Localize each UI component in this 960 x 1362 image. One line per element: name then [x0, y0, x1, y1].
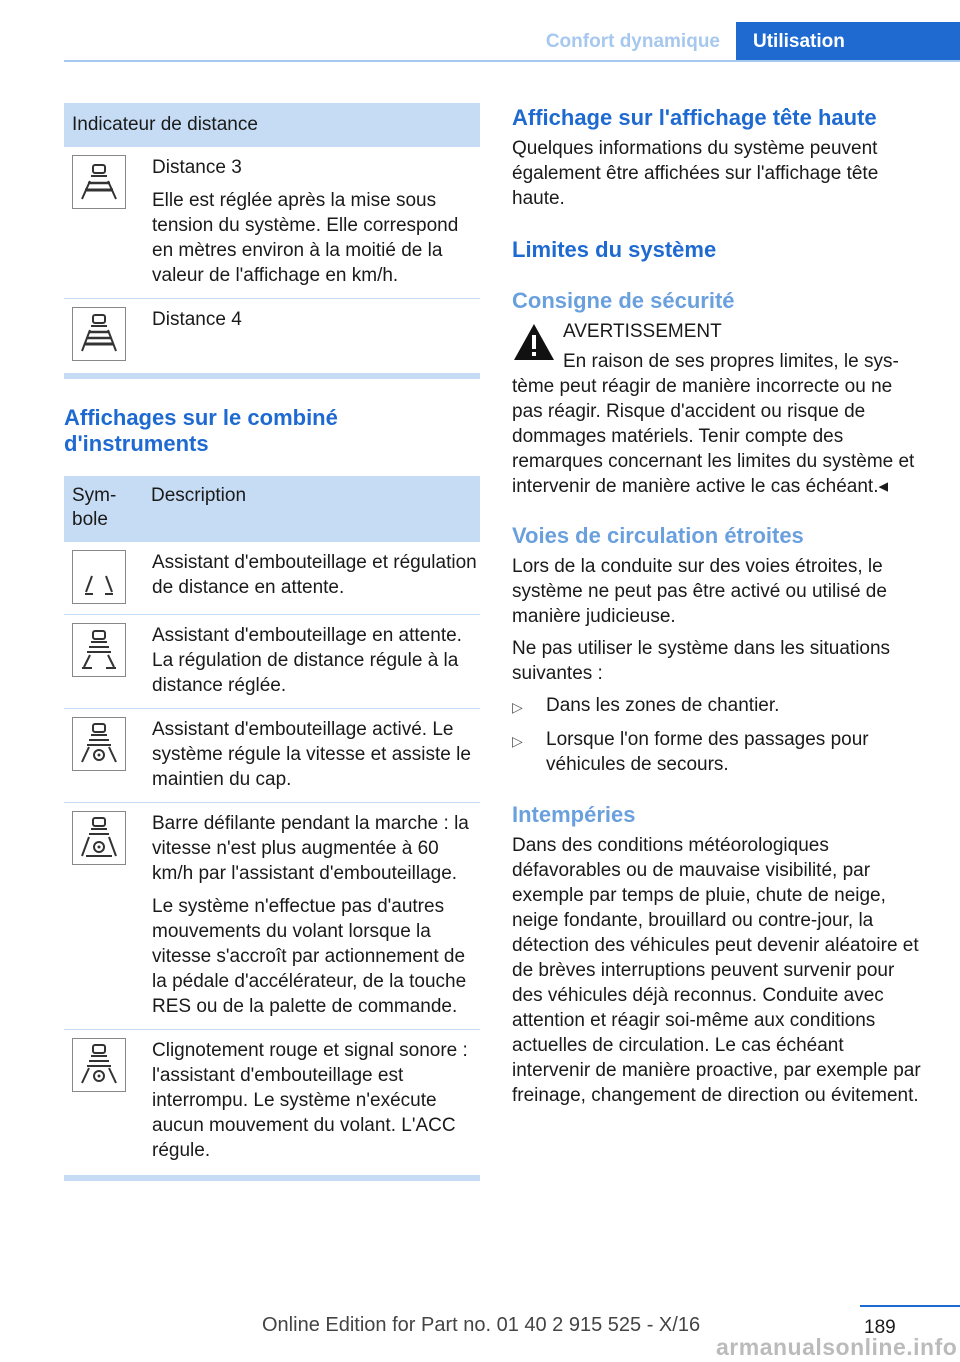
distance-table-header: Indicateur de distance [64, 103, 480, 147]
warning-block [512, 319, 924, 499]
section-heading-instruments: Affichages sur le combiné d'instruments [64, 405, 338, 456]
warning-title: AVERTISSEMENT [563, 321, 722, 342]
section-heading-hud: Affichage sur l'affichage tête haute [512, 105, 877, 130]
table-row [64, 299, 480, 374]
narrow-paragraph-1: Lors de la conduite sur des voies étroites, le système ne peut pas être activé ou utilisé de manière judicieuse. [512, 556, 887, 627]
row-description: Assistant d'embouteillage activé. Le système régule la vitesse et assiste le maintien du cap. [152, 719, 471, 790]
list-item-text: Lorsque l'on forme des passages pour véhicules de secours. [546, 729, 869, 775]
table-row [64, 147, 480, 299]
weather-paragraph: Dans des conditions météorologiques défavorables ou de mauvaise visibilité, par exemple par temps de pluie, chute de neige, neige fondante, brouillard ou contre-jour, la détection des véhicules peut devenir aléatoire et de brèves interruptions peuvent survenir pour des véhicules déjà reconnus. Conduite avec attention et réagir soi-même aux conditions actuelles de circulation. Le cas échéant intervenir de manière proactive, par exemple par freinage, changement de direction ou évitement. [512, 835, 921, 1106]
table-row [64, 803, 480, 1030]
distance-4-icon [72, 307, 126, 361]
table-row [64, 1030, 480, 1176]
row-description-extra: Le système n'effectue pas d'autres mouvements du volant lorsque la vitesse s'accroît par actionnement de la pédale d'accélérateur, de la touche RES ou de la palette de commande. [152, 896, 467, 1017]
table-row [64, 615, 480, 709]
page-number: 189 [864, 1317, 896, 1338]
list-item [512, 693, 924, 720]
list-item [512, 727, 924, 777]
table-row [64, 709, 480, 803]
car-lanes-steering-bar-icon [72, 811, 126, 865]
car-lanes-icon [72, 623, 126, 677]
row-description: Elle est réglée après la mise sous tension du système. Elle correspond en mètres environ à la moitié de la valeur de l'affichage en km/h. [152, 190, 459, 286]
col-header-description: Description [151, 485, 247, 506]
distance-3-icon [72, 155, 126, 209]
row-description: Assistant d'embouteillage et régulation de distance en attente. [152, 552, 477, 598]
table-end-rule [64, 374, 480, 379]
car-lanes-steering-red-icon [72, 1038, 126, 1092]
narrow-paragraph-2: Ne pas utiliser le système dans les situations suivantes : [512, 638, 891, 684]
row-description: Assistant d'embouteillage en attente. La régulation de distance régule à la distance réglée. [152, 625, 462, 696]
car-lanes-steering-icon [72, 717, 126, 771]
subheading-safety: Consigne de sécurité [512, 288, 735, 313]
left-column [64, 103, 480, 1181]
section-heading-limits: Limites du système [512, 237, 717, 262]
header-section-title: Confort dynamique [545, 31, 720, 52]
row-title: Distance 3 [152, 157, 242, 178]
lane-lines-icon [72, 550, 126, 604]
footer-rule [860, 1305, 960, 1307]
table-row [64, 542, 480, 615]
symbol-table-header [64, 476, 480, 542]
row-description: Barre défilante pendant la marche : la vitesse n'est plus augmentée à 60 km/h par l'assistant d'embouteillage. [152, 813, 469, 884]
right-column [512, 103, 924, 1108]
triangle-bullet-icon: ▷ [512, 733, 523, 749]
row-title: Distance 4 [152, 309, 242, 330]
warning-triangle-icon [512, 319, 563, 374]
table-end-rule [64, 1176, 480, 1181]
triangle-bullet-icon: ▷ [512, 699, 523, 715]
hud-paragraph: Quelques informations du système peuvent également être affichées sur l'affichage tête haute. [512, 138, 879, 209]
warning-text-first: En raison de ses propres limites, le sys- [563, 351, 899, 372]
col-header-symbol: Sym- bole [72, 485, 117, 530]
row-description: Clignotement rouge et signal sonore : l'assistant d'embouteillage est interrompu. Le système n'exécute aucun mouvement du volant. L'ACC régule. [152, 1040, 468, 1161]
warning-text: tème peut réagir de manière incorrecte ou ne pas réagir. Risque d'accident ou risque de dommages matériels. Tenir compte des remarques concernant les limites du système et intervenir de manière active le cas échéant.◂ [512, 376, 915, 497]
list-item-text: Dans les zones de chantier. [546, 695, 780, 716]
header-chapter-tab: Utilisation [736, 22, 960, 62]
watermark: armanualsonline.info [716, 1334, 958, 1360]
header-rule [64, 60, 960, 62]
page-header [0, 0, 960, 62]
edition-note: Online Edition for Part no. 01 40 2 915 525 - X/16 [262, 1314, 701, 1336]
subheading-narrow-lanes: Voies de circulation étroites [512, 523, 804, 548]
subheading-weather: Intempéries [512, 802, 636, 827]
